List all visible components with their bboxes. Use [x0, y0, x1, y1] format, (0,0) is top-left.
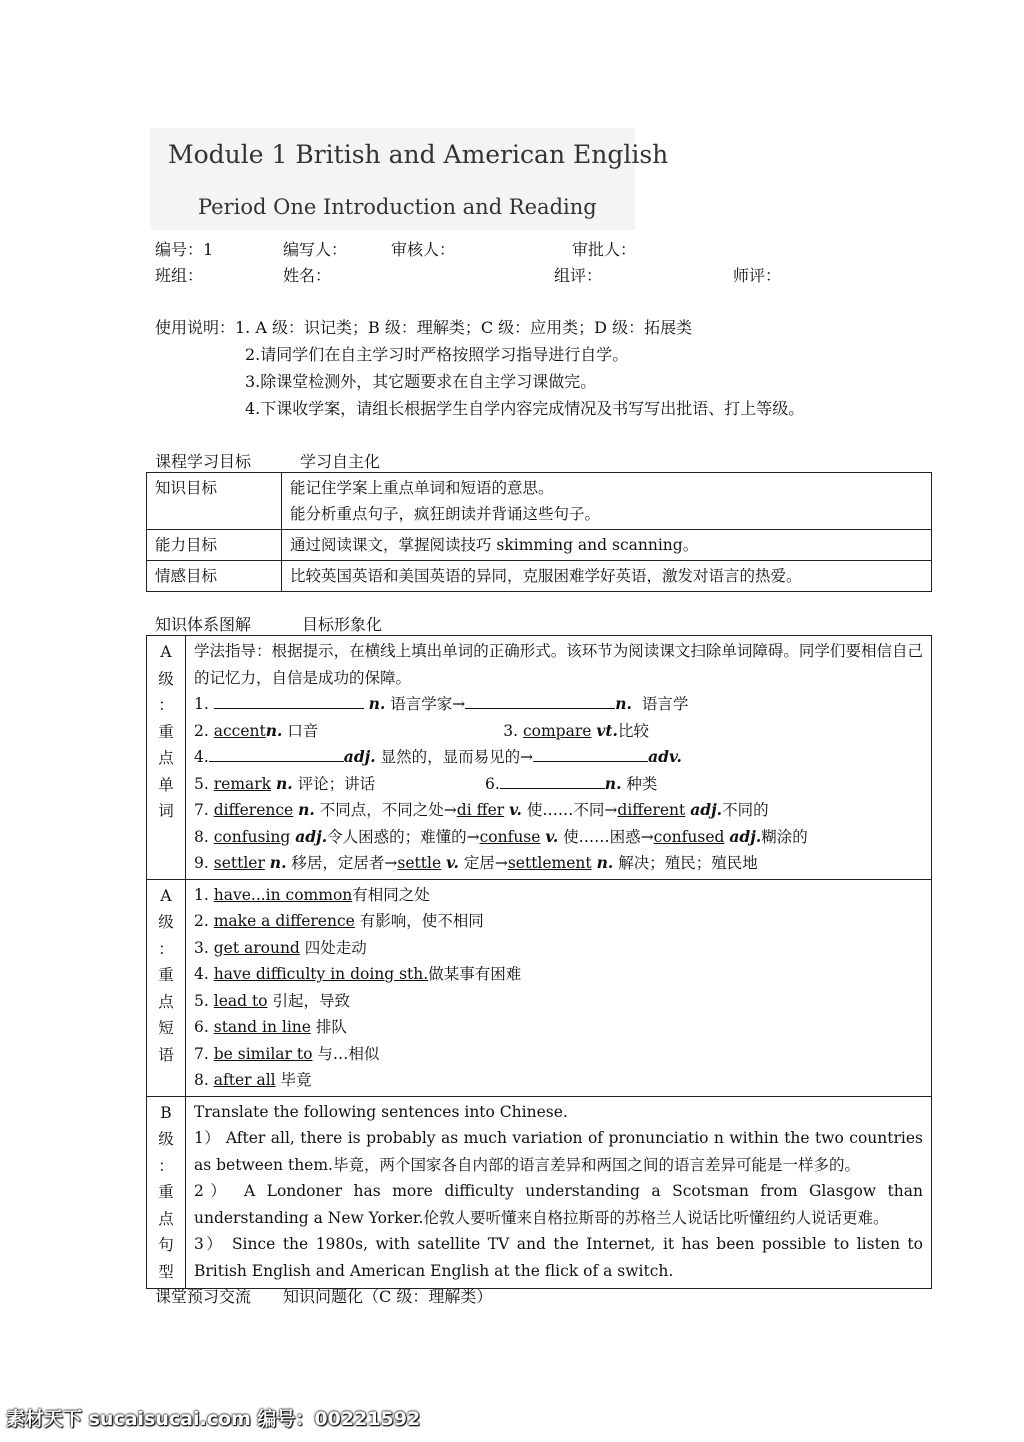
answer-blank[interactable] [209, 744, 344, 762]
instruction-line: 3.除课堂检测外，其它题要求在自主学习课做完。 [245, 372, 597, 391]
table-row [147, 1096, 932, 1289]
goals-table [146, 472, 932, 592]
sentences-intro: Translate the following sentences into Chinese. [194, 1102, 568, 1121]
list-item: 5. lead to 引起，导致 [194, 991, 350, 1010]
list-item: 7. difference n. 不同点，不同之处→di ffer v. 使……不同→different adj.不同的 [194, 800, 769, 819]
list-item: 2. make a difference 有影响，使不相同 [194, 912, 484, 930]
goal-line: 通过阅读课文，掌握阅读技巧 skimming and scanning。 [290, 536, 699, 554]
instruction-line: 2.请同学们在自主学习时严格按照学习指导进行自学。 [245, 345, 629, 364]
answer-blank[interactable] [214, 691, 364, 709]
table-row [147, 879, 932, 1096]
goal-content [282, 473, 932, 530]
list-item: 8. confusing adj.令人困惑的；难懂的→confuse v. 使……困惑→confused adj.糊涂的 [194, 826, 808, 846]
meta-approver: 审批人： [572, 240, 637, 259]
list-item: 7. be similar to 与…相似 [194, 1044, 380, 1063]
list-item: 5. remark n. 评论；讲话 6. n. 种类 [194, 771, 923, 798]
goal-line: 比较英国英语和美国英语的异同，克服困难学好英语，激发对语言的热爱。 [290, 567, 802, 585]
list-item: 1. have...in common有相同之处 [194, 885, 430, 904]
page-title: Module 1 British and American English [168, 140, 669, 169]
preview-heading: 课堂预习交流 [155, 1287, 252, 1306]
level-label-words: A 级 ： 重 点 单 词 [147, 636, 186, 880]
words-content [186, 636, 932, 880]
goal-line: 能记住学案上重点单词和短语的意思。 [290, 479, 554, 497]
meta-teacher-eval: 师评： [733, 266, 782, 285]
list-item: 6. stand in line 排队 [194, 1018, 347, 1036]
sentence-item: 2） A Londoner has more difficulty understanding a Scotsman from Glasgow than understanding a New Yorker.伦敦人要听懂来自格拉斯哥的苏格兰人说话比听懂纽约人说话更难。 [194, 1182, 923, 1227]
meta-name: 姓名： [283, 266, 332, 285]
meta-number: 编号：1 [155, 240, 214, 259]
preview-subheading: 知识问题化（C 级：理解类） [283, 1287, 493, 1306]
answer-blank[interactable] [500, 771, 605, 789]
list-item: 9. settler n. 移居，定居者→settle v. 定居→settlement n. 解决；殖民；殖民地 [194, 853, 758, 872]
table-row [147, 636, 932, 880]
meta-group-eval: 组评： [554, 266, 603, 285]
table-row [147, 561, 932, 592]
phrases-content [186, 879, 932, 1096]
table-row [147, 530, 932, 561]
list-item: 1. n. 语言学家→ n. 语言学 [194, 691, 923, 718]
list-item: 8. after all 毕竟 [194, 1071, 312, 1089]
goal-label: 能力目标 [147, 530, 282, 561]
goal-content [282, 530, 932, 561]
meta-reviewer: 审核人： [391, 240, 456, 259]
goal-label: 知识目标 [147, 473, 282, 530]
knowledge-heading: 知识体系图解 [155, 615, 252, 634]
table-row [147, 473, 932, 530]
level-label-sentences: B 级 ： 重 点 句 型 [147, 1096, 186, 1289]
meta-writer: 编写人： [283, 240, 348, 259]
knowledge-subheading: 目标形象化 [302, 615, 383, 634]
sentences-content [186, 1096, 932, 1289]
goals-heading: 课程学习目标 [155, 452, 252, 471]
level-label-phrases: A 级 ： 重 点 短 语 [147, 879, 186, 1096]
watermark: 素材天下 sucaisucai.com 编号：00221592 [6, 1408, 421, 1430]
meta-class: 班组： [155, 266, 204, 285]
goals-subheading: 学习自主化 [300, 452, 381, 471]
list-item: 2. accentn. 口音 3. compare vt.比较 [194, 720, 649, 740]
page-subtitle: Period One Introduction and Reading [198, 195, 597, 219]
sentence-item: 1） After all, there is probably as much variation of pronunciatio n within the two countries as between them.毕竟，两个国家各自内部的语言差异和两国之间的语言差异可能是一样多的。 [194, 1129, 923, 1174]
answer-blank[interactable] [533, 744, 648, 762]
instruction-line: 4.下课收学案，请组长根据学生自学内容完成情况及书写写出批语、打上等级。 [245, 399, 805, 418]
list-item: 4. adj. 显然的，显而易见的→ adv. [194, 744, 923, 771]
goal-line: 能分析重点句子，疯狂朗读并背诵这些句子。 [290, 505, 601, 523]
words-intro: 学法指导：根据提示，在横线上填出单词的正确形式。该环节为阅读课文扫除单词障碍。同学们要相信自己的记忆力，自信是成功的保障。 [194, 642, 923, 687]
answer-blank[interactable] [465, 691, 615, 709]
list-item: 4. have difficulty in doing sth.做某事有困难 [194, 965, 522, 983]
knowledge-table [146, 635, 932, 1289]
list-item: 3. get around 四处走动 [194, 938, 367, 957]
instruction-line: 使用说明：1. A 级：识记类；B 级：理解类；C 级：应用类；D 级：拓展类 [155, 318, 693, 337]
sentence-item: 3） Since the 1980s, with satellite TV and the Internet, it has been possible to listen to British English and American English at the flick of a switch. [194, 1235, 923, 1280]
goal-content [282, 561, 932, 592]
goal-label: 情感目标 [147, 561, 282, 592]
